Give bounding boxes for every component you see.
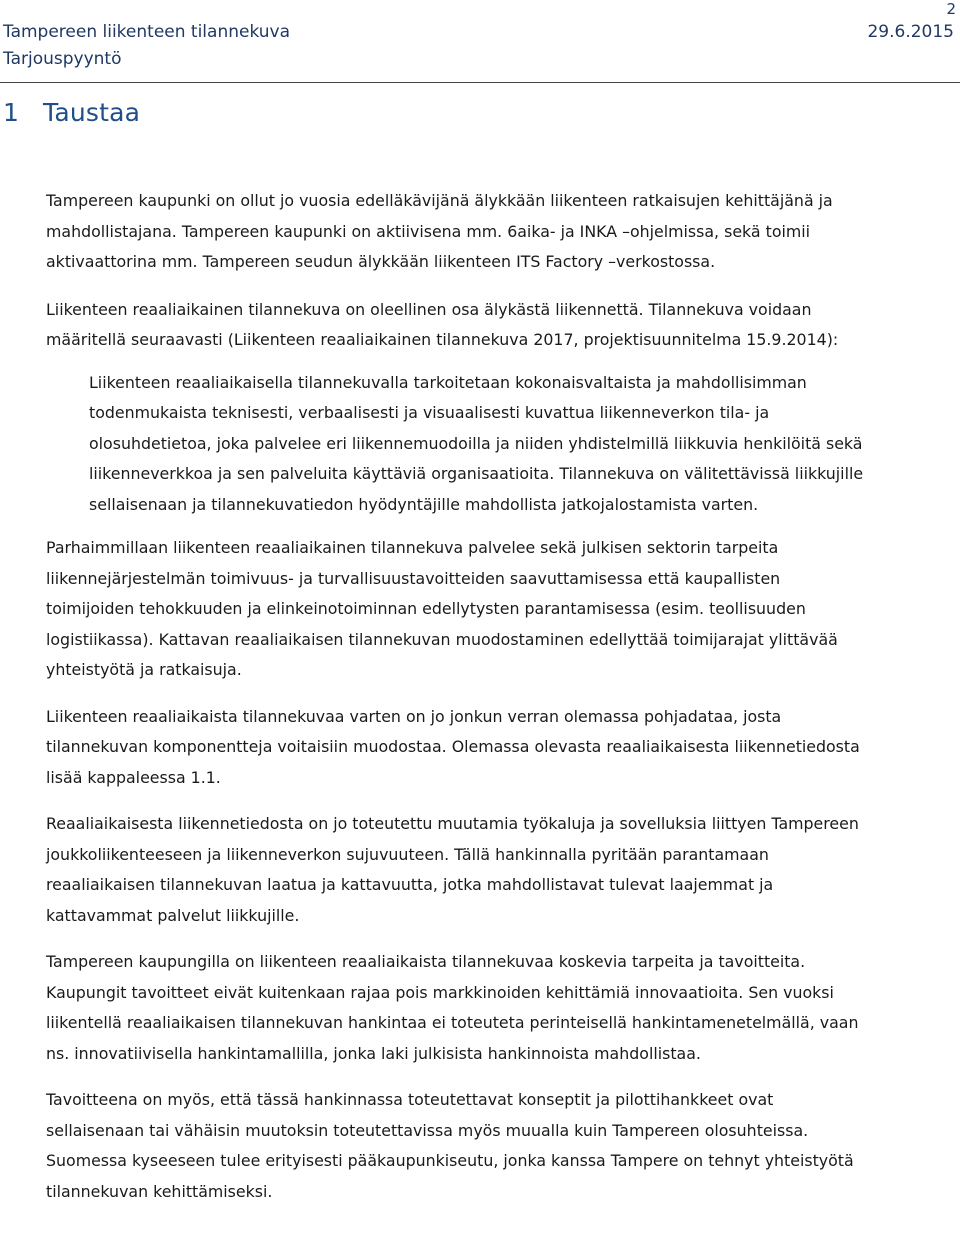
text-line: liikennejärjestelmän toimivuus- ja turvallisuustavoitteiden saavuttamisessa että kaupallisten [46, 568, 781, 588]
paragraph-benefits [46, 533, 956, 686]
text-line: mahdollistajana. Tampereen kaupunki on aktiivisena mm. 6aika- ja INKA –ohjelmissa, sekä toimii [46, 221, 811, 241]
text-line: toimijoiden tehokkuuden ja elinkeinotoiminnan edellytysten parantamisessa (esim. teollisuuden [46, 599, 806, 618]
page-header [0, 0, 960, 88]
paragraph-tools [46, 809, 956, 931]
paragraph-base-data [46, 702, 956, 794]
section-heading [3, 98, 140, 127]
paragraph-targets [46, 1085, 956, 1207]
text-line: Liikenteen reaaliaikaista tilannekuvaa varten on jo jonkun verran olemassa pohjadataa, josta [46, 706, 782, 726]
paragraph-goals [46, 947, 956, 1069]
text-line: sellaisenaan tai vähäisin muutoksin toteutettavissa myös muualla kuin Tampereen olosuhteissa. [46, 1120, 809, 1140]
text-line: logistiikassa). Kattavan reaaliaikaisen tilannekuvan muodostaminen edellyttää toimijarajat ylittävää [46, 629, 838, 649]
text-line: Liikenteen reaaliaikainen tilannekuva on oleellinen osa älykästä liikennettä. Tilannekuva voidaan [46, 299, 812, 319]
header-title: Tampereen liikenteen tilannekuva [3, 22, 291, 42]
text-line: määritellä seuraavasti (Liikenteen reaaliaikainen tilannekuva 2017, projektisuunnitelma 15.9.2014): [46, 330, 839, 349]
text-line: aktivaattorina mm. Tampereen seudun älykkään liikenteen ITS Factory –verkostossa. [46, 252, 716, 271]
text-line: Tampereen kaupungilla on liikenteen reaaliaikaista tilannekuvaa koskevia tarpeita ja tavoitteita. [46, 952, 806, 971]
text-line: Kaupungit tavoitteet eivät kuitenkaan rajaa pois markkinoiden kehittämiä innovaatioita. Sen vuoksi [46, 982, 834, 1002]
text-line: Parhaimmillaan liikenteen reaaliaikainen tilannekuva palvelee sekä julkisen sektorin tarpeita [46, 538, 779, 557]
text-line: yhteistyötä ja ratkaisuja. [46, 660, 242, 679]
text-line: kattavammat palvelut liikkujille. [46, 905, 300, 925]
page-number: 2 [946, 0, 956, 18]
block-quote [89, 368, 956, 521]
paragraph-definition-intro [46, 295, 956, 356]
header-date: 29.6.2015 [867, 22, 954, 42]
text-line: reaaliaikaisen tilannekuvan laatua ja kattavuutta, jotka mahdollistavat tulevat laajemmat ja [46, 875, 774, 894]
header-subtitle: Tarjouspyyntö [3, 49, 122, 69]
text-line: ns. innovatiivisella hankintamallilla, jonka laki julkisista hankinnoista mahdollistaa. [46, 1043, 701, 1063]
text-line: liikenneverkkoa ja sen palveluita käyttäviä organisaatioita. Tilannekuva on välitettävissä liikkujille [89, 464, 864, 483]
text-line: joukkoliikenteeseen ja liikenneverkon sujuvuuteen. Tällä hankinnalla pyritään parantamaan [46, 844, 769, 864]
text-line: Tavoitteena on myös, että tässä hankinnassa toteutettavat konseptit ja pilottihankkeet ovat [46, 1090, 774, 1109]
paragraph-intro [46, 186, 956, 278]
text-line: Liikenteen reaaliaikaisella tilannekuvalla tarkoitetaan kokonaisvaltaista ja mahdollisimman [89, 372, 807, 392]
text-line: tilannekuvan komponentteja voitaisiin muodostaa. Olemassa olevasta reaaliaikaisesta liikennetiedosta [46, 737, 860, 756]
text-line: Reaaliaikaisesta liikennetiedosta on jo toteutettu muutamia työkaluja ja sovelluksia liittyen Tampereen [46, 814, 859, 833]
text-line: olosuhdetietoa, joka palvelee eri liikennemuodoilla ja niiden yhdistelmillä liikkuvia henkilöitä sekä [89, 433, 863, 453]
text-line: tilannekuvan kehittämiseksi. [46, 1181, 273, 1201]
text-line: sellaisenaan ja tilannekuvatiedon hyödyntäjille mahdollista jatkojalostamista varten. [89, 494, 759, 514]
header-divider [0, 82, 960, 83]
section-title: Taustaa [43, 98, 141, 127]
text-line: Suomessa kyseeseen tulee erityisesti pääkaupunkiseutu, jonka kanssa Tampere on tehnyt yhteistyötä [46, 1151, 854, 1170]
text-line: todenmukaista teknisesti, verbaalisesti ja visuaalisesti kuvattua liikenneverkon tila- ja [89, 403, 770, 422]
section-number: 1 [3, 98, 20, 127]
document-body [46, 186, 956, 1223]
text-line: Tampereen kaupunki on ollut jo vuosia edelläkävijänä älykkään liikenteen ratkaisujen kehittäjänä ja [46, 191, 833, 210]
text-line: lisää kappaleessa 1.1. [46, 767, 221, 787]
text-line: liikentellä reaaliaikaisen tilannekuvan hankintaa ei toteuteta perinteisellä hankintamenetelmällä, vaan [46, 1013, 859, 1032]
